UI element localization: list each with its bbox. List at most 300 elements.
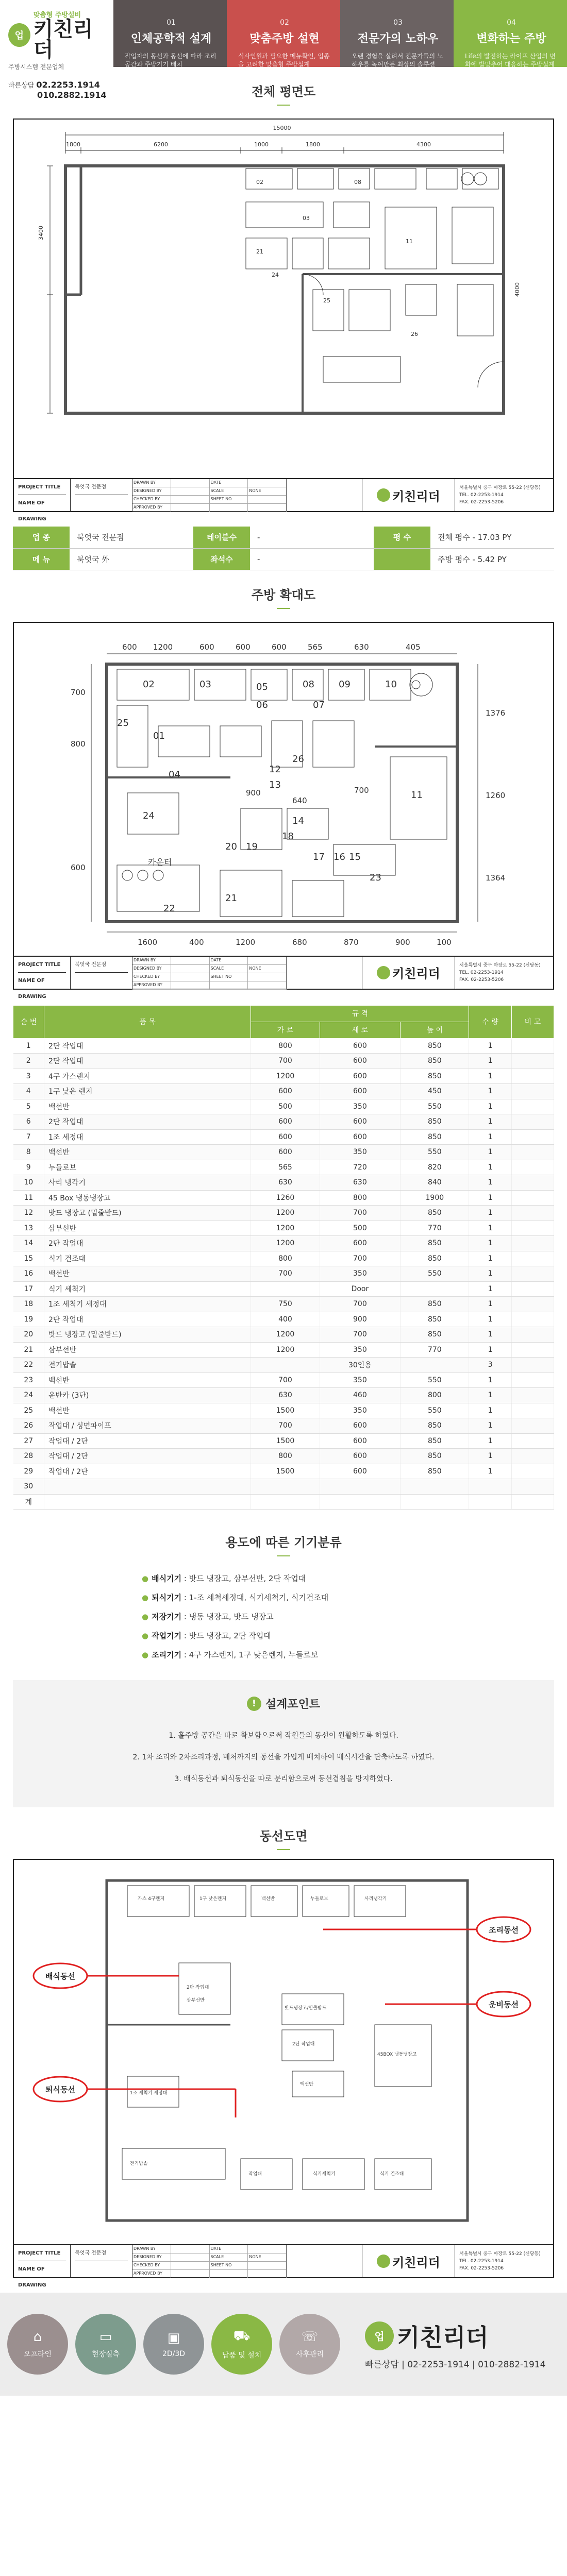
table-cell: 1200 (251, 1069, 320, 1084)
table-cell (511, 1206, 554, 1221)
table-cell: 1 (13, 1038, 44, 1054)
title-block: PROJECT TITLE NAME OF DRAWING 북엇국 전문점 DRAWN BY DATE DESIGNED BY SCALE NONE CHECKED BY SHEET NO APPROVED BY 키친리더 서울특별시 중구 마장로 55-22 (신당동) TEL. 02-2253-1914 FAX. 02-2253-5206 (14, 478, 553, 511)
table-cell: 29 (13, 1464, 44, 1479)
table-row (13, 1372, 554, 1388)
usage-classification-list (13, 1569, 554, 1665)
table-cell: 550 (401, 1099, 469, 1114)
table-cell (511, 1175, 554, 1191)
table-cell (511, 1342, 554, 1358)
svg-text:05: 05 (256, 681, 268, 692)
table-cell: 밧드 냉장고 (밑줄받드) (44, 1206, 251, 1221)
table-cell: 14 (13, 1236, 44, 1251)
table-row (13, 1175, 554, 1191)
title-block-3: PROJECT TITLE NAME OF DRAWING 북엇국 전문점 DRAWN BY DATE DESIGNED BY SCALE NONE CHECKED BY SHEET NO APPROVED BY 키친리더 서울특별시 중구 마장로 55-22 (신당동) TEL. 02-2253-1914 FAX. 02-2253-5206 (14, 2244, 553, 2277)
table-cell (511, 1114, 554, 1130)
table-cell: 850 (401, 1418, 469, 1434)
table-row (13, 1236, 554, 1251)
monitor-icon: ▣ (167, 2330, 180, 2346)
table-cell (511, 1312, 554, 1327)
table-cell: 20 (13, 1327, 44, 1343)
table-cell: 1 (469, 1190, 511, 1206)
table-cell: 1 (469, 1464, 511, 1479)
list-item: 1. 홀주방 공간을 따로 확보함으로써 작원들의 동선이 원활하도록 하였다. (169, 1732, 398, 1740)
table-cell: 1500 (251, 1464, 320, 1479)
table-cell: 350 (320, 1342, 401, 1358)
table-cell (401, 1479, 469, 1495)
table-cell: 700 (320, 1206, 401, 1221)
table-cell: 1 (469, 1221, 511, 1236)
brand (0, 0, 113, 100)
table-cell: 600 (320, 1418, 401, 1434)
store-icon: ⌂ (33, 2329, 42, 2345)
table-cell: 1 (469, 1175, 511, 1191)
table-cell: 1 (469, 1236, 511, 1251)
svg-text:삼부선반: 삼부선반 (187, 1998, 205, 2003)
table-row (13, 1327, 554, 1343)
table-cell (511, 1297, 554, 1312)
table-cell: 11 (13, 1190, 44, 1206)
table-cell: 4 (13, 1084, 44, 1099)
list-item: ● 조리기기 : 4구 가스렌지, 1구 낮은렌지, 누들로보 (142, 1650, 319, 1659)
list-item: ● 저장기기 : 냉동 냉장고, 밧드 냉장고 (142, 1612, 274, 1621)
brand-logo-icon: 업 (8, 23, 30, 47)
table-cell (251, 1358, 320, 1373)
table-cell: 22 (13, 1358, 44, 1373)
design-points-box (13, 1680, 554, 1807)
table-cell: 460 (320, 1388, 401, 1403)
ruler-icon: ▭ (99, 2329, 112, 2345)
svg-text:02: 02 (143, 679, 155, 690)
table-cell: 5 (13, 1099, 44, 1114)
svg-text:백선반: 백선반 (261, 1896, 275, 1902)
table-row (13, 1221, 554, 1236)
table-cell: 누들로보 (44, 1160, 251, 1175)
svg-text:08: 08 (354, 179, 361, 185)
table-cell: 전기밥솥 (44, 1358, 251, 1373)
footer-aftercare-button[interactable]: ☏ 사후관리 (279, 2314, 340, 2375)
zoom-item-numbers (117, 679, 423, 914)
table-cell: 850 (401, 1114, 469, 1130)
table-cell: 1900 (401, 1190, 469, 1206)
svg-text:1364: 1364 (486, 873, 506, 883)
table-cell: 850 (401, 1054, 469, 1069)
svg-text:20: 20 (225, 841, 237, 852)
table-row (13, 1190, 554, 1206)
svg-text:26: 26 (411, 331, 418, 337)
table-cell: 600 (320, 1114, 401, 1130)
table-row (13, 1054, 554, 1069)
table-cell: 백선반 (44, 1099, 251, 1114)
table-cell (511, 1266, 554, 1282)
table-cell: 850 (401, 1206, 469, 1221)
svg-text:04: 04 (169, 769, 180, 780)
table-cell: 백선반 (44, 1266, 251, 1282)
svg-text:08: 08 (303, 679, 314, 690)
flow-svg (14, 1860, 553, 2244)
section-title-floor-plan: 전체 평면도 (0, 67, 567, 118)
table-cell (511, 1433, 554, 1449)
table-cell: 1조 세정대 (44, 1129, 251, 1145)
table-cell: 850 (401, 1038, 469, 1054)
table-cell: 850 (401, 1312, 469, 1327)
table-cell: 1 (469, 1099, 511, 1114)
flow-drawing (13, 1859, 554, 2288)
svg-text:13: 13 (269, 779, 281, 790)
table-cell: 850 (401, 1327, 469, 1343)
header-step-2: 02 맞춤주방 설현 식사인원과 필요한 메뉴확인, 업종을 고려한 맞춤형 주방설계 (227, 0, 340, 67)
svg-text:12: 12 (269, 764, 281, 775)
exclamation-icon: ! (247, 1697, 261, 1711)
table-cell: 삼부선반 (44, 1342, 251, 1358)
footer-brand: 업 키친리더 빠른상담 | 02-2253-1914 | 010-2882-1914 (365, 2319, 545, 2370)
svg-text:백선반: 백선반 (300, 2082, 314, 2087)
plan-total-dim: 15000 (273, 125, 291, 131)
table-cell: 1 (469, 1145, 511, 1160)
svg-text:6200: 6200 (154, 141, 168, 148)
table-cell: 850 (401, 1069, 469, 1084)
svg-text:600: 600 (199, 642, 214, 652)
table-cell: 600 (320, 1449, 401, 1464)
table-cell: 계 (13, 1494, 44, 1510)
table-cell: 450 (401, 1084, 469, 1099)
table-row (13, 1479, 554, 1495)
table-row (13, 1145, 554, 1160)
table-cell: 작업대 / 2단 (44, 1464, 251, 1479)
svg-text:02: 02 (256, 179, 263, 185)
svg-text:700: 700 (354, 785, 369, 795)
table-cell: 30인용 (320, 1358, 401, 1373)
list-item: 3. 배식동선과 퇴식동선을 따로 분리함으로써 동선겹침을 방지하였다. (174, 1775, 393, 1783)
svg-text:640: 640 (292, 795, 307, 805)
table-cell (511, 1221, 554, 1236)
svg-text:630: 630 (354, 642, 369, 652)
equipment-table-body (13, 1038, 554, 1510)
table-cell: 400 (251, 1312, 320, 1327)
kitchen-zoom-svg (14, 623, 553, 956)
table-cell (251, 1479, 320, 1495)
svg-text:1200: 1200 (236, 937, 256, 947)
floor-plan-drawing (13, 118, 554, 522)
header-step-4: 04 변화하는 주방 Life의 발전하는 라이프 산업의 변화에 발맞추어 대응하는 주방설계 (454, 0, 567, 67)
table-cell (320, 1494, 401, 1510)
table-cell: 10 (13, 1175, 44, 1191)
table-cell: 630 (251, 1388, 320, 1403)
table-cell: 8 (13, 1145, 44, 1160)
svg-text:03: 03 (303, 215, 310, 222)
table-cell: 26 (13, 1418, 44, 1434)
table-cell: 800 (251, 1251, 320, 1266)
table-row (13, 1297, 554, 1312)
truck-icon: ⛟ (233, 2328, 251, 2344)
table-cell: 600 (251, 1145, 320, 1160)
table-cell: 850 (401, 1449, 469, 1464)
table-cell (251, 1281, 320, 1297)
table-cell (511, 1145, 554, 1160)
table-cell: 700 (320, 1327, 401, 1343)
table-row (13, 1160, 554, 1175)
table-cell: 1 (469, 1038, 511, 1054)
table-cell: 700 (251, 1418, 320, 1434)
svg-text:전기밥솥: 전기밥솥 (130, 2161, 148, 2166)
section-title-kitchen-zoom: 주방 확대도 (0, 570, 567, 622)
table-row (13, 1388, 554, 1403)
table-cell (511, 1358, 554, 1373)
svg-text:11: 11 (411, 789, 423, 801)
svg-text:600: 600 (272, 642, 287, 652)
kitchen-zoom-drawing (13, 622, 554, 999)
table-cell: 600 (320, 1054, 401, 1069)
table-cell: 1구 낮은 렌지 (44, 1084, 251, 1099)
table-cell: 500 (320, 1221, 401, 1236)
table-cell: 운반카 (3단) (44, 1388, 251, 1403)
svg-text:1조 세척기 세정대: 1조 세척기 세정대 (130, 2091, 168, 2096)
table-cell: 350 (320, 1403, 401, 1418)
svg-text:17: 17 (313, 851, 325, 862)
list-item: ● 배식기기 : 밧드 냉장고, 삼부선반, 2단 작업대 (142, 1574, 306, 1583)
store-info-table: 업 종 북엇국 전문점 테이블수 - 평 수 전체 평수 - 17.03 PY 메 뉴 북엇국 外 좌석수 - 주방 평수 - 5.42 PY (13, 527, 554, 570)
table-cell: 600 (320, 1236, 401, 1251)
table-cell: Door (320, 1281, 401, 1297)
table-cell: 1200 (251, 1342, 320, 1358)
table-cell: 600 (320, 1084, 401, 1099)
table-cell: 2단 작업대 (44, 1038, 251, 1054)
table-row (13, 1464, 554, 1479)
table-cell (44, 1479, 251, 1495)
svg-text:45BOX 냉동냉장고: 45BOX 냉동냉장고 (377, 2052, 417, 2057)
table-row (13, 1494, 554, 1510)
title-block-2: PROJECT TITLE NAME OF DRAWING 북엇국 전문점 DRAWN BY DATE DESIGNED BY SCALE NONE CHECKED BY SHEET NO APPROVED BY 키친리더 서울특별시 중구 마장로 55-22 (신당동) TEL. 02-2253-1914 FAX. 02-2253-5206 (14, 956, 553, 989)
table-cell (511, 1236, 554, 1251)
table-cell: 밧드 냉장고 (밑줄받드) (44, 1327, 251, 1343)
table-cell: 1 (469, 1372, 511, 1388)
table-cell: 770 (401, 1342, 469, 1358)
table-cell (511, 1281, 554, 1297)
table-cell: 550 (401, 1372, 469, 1388)
table-cell: 1200 (251, 1221, 320, 1236)
table-cell: 9 (13, 1160, 44, 1175)
table-row (13, 1403, 554, 1418)
svg-text:600: 600 (71, 862, 86, 872)
table-cell (511, 1069, 554, 1084)
table-cell: 850 (401, 1433, 469, 1449)
header-step-1: 01 인체공학적 설계 작업자의 동선과 동선에 따라 조리공간과 주방기기 배치 (113, 0, 227, 67)
table-cell (511, 1494, 554, 1510)
table-row (13, 1251, 554, 1266)
svg-text:16: 16 (333, 851, 345, 862)
table-cell: 550 (401, 1145, 469, 1160)
svg-text:카운터: 카운터 (148, 857, 172, 867)
svg-text:10: 10 (385, 679, 397, 690)
table-cell: 1 (469, 1114, 511, 1130)
svg-text:23: 23 (370, 872, 381, 883)
svg-text:900: 900 (246, 788, 261, 798)
table-cell (511, 1084, 554, 1099)
svg-text:3400: 3400 (38, 226, 44, 240)
section-title-flow: 동선도면 (0, 1807, 567, 1859)
list-item: ● 되식기기 : 1-조 세척세정대, 식기세척기, 식기건조대 (142, 1593, 329, 1602)
table-cell: 2단 작업대 (44, 1114, 251, 1130)
table-cell: 1 (469, 1084, 511, 1099)
table-cell: 1200 (251, 1236, 320, 1251)
footer-logo-icon: 업 (365, 2321, 394, 2350)
svg-text:4300: 4300 (416, 141, 431, 148)
table-cell: 2단 작업대 (44, 1312, 251, 1327)
brand-tag: 맞춤형 주방설비 (33, 11, 81, 19)
svg-text:14: 14 (292, 815, 304, 826)
table-cell (511, 1327, 554, 1343)
svg-text:25: 25 (323, 297, 330, 304)
table-cell: 1200 (251, 1206, 320, 1221)
table-cell: 1 (469, 1129, 511, 1145)
svg-text:19: 19 (246, 841, 258, 852)
svg-text:25: 25 (117, 717, 129, 728)
table-row (13, 1206, 554, 1221)
table-cell: 1조 세척기 세정대 (44, 1297, 251, 1312)
footer-phone: 빠른상담 | 02-2253-1914 | 010-2882-1914 (365, 2359, 546, 2370)
svg-text:21: 21 (225, 892, 237, 904)
table-row (13, 1129, 554, 1145)
table-row (13, 1281, 554, 1297)
table-cell: 900 (320, 1312, 401, 1327)
svg-text:1200: 1200 (153, 642, 173, 652)
table-cell: 식기 세척기 (44, 1281, 251, 1297)
table-cell (511, 1464, 554, 1479)
table-cell (511, 1251, 554, 1266)
table-cell (401, 1281, 469, 1297)
table-cell (511, 1160, 554, 1175)
table-cell: 600 (320, 1038, 401, 1054)
table-cell: 350 (320, 1145, 401, 1160)
table-cell: 3 (469, 1358, 511, 1373)
footer-offline-button[interactable]: ⌂ 오프라인 (7, 2314, 68, 2375)
svg-text:26: 26 (292, 753, 304, 765)
table-cell: 1 (469, 1206, 511, 1221)
list-item: 2. 1차 조리와 2차조리과정, 배처까지의 동선을 가입게 배치하여 배식시간을 단축하도록 하였다. (132, 1753, 435, 1761)
svg-text:1800: 1800 (306, 141, 320, 148)
table-cell: 작업대 / 2단 (44, 1449, 251, 1464)
table-cell (401, 1494, 469, 1510)
svg-text:밧드냉장고/밑줄받드: 밧드냉장고/밑줄받드 (285, 2006, 327, 2011)
flow-tag-return: 퇴식동선 (45, 2085, 75, 2094)
svg-text:24: 24 (272, 272, 279, 278)
svg-text:1800: 1800 (66, 141, 80, 148)
table-cell (511, 1099, 554, 1114)
table-cell: 600 (320, 1433, 401, 1449)
table-cell: 350 (320, 1372, 401, 1388)
table-cell: 850 (401, 1129, 469, 1145)
table-cell: 1 (469, 1069, 511, 1084)
table-cell: 16 (13, 1266, 44, 1282)
table-cell: 17 (13, 1281, 44, 1297)
table-cell: 1 (469, 1449, 511, 1464)
table-cell: 백선반 (44, 1372, 251, 1388)
table-cell: 850 (401, 1236, 469, 1251)
svg-text:03: 03 (199, 679, 211, 690)
footer-design-button[interactable]: ▣ 2D/3D (143, 2314, 204, 2375)
brand-phone: 빠른상담 02.2253.1914 010.2882.1914 (8, 80, 107, 100)
table-cell: 350 (320, 1266, 401, 1282)
table-cell: 30 (13, 1479, 44, 1495)
table-cell: 2단 작업대 (44, 1236, 251, 1251)
svg-text:1000: 1000 (254, 141, 269, 148)
table-cell: 28 (13, 1449, 44, 1464)
equipment-table: 순 번 품 목 규 격 수 량 비 고 가 로 세 로 높 이 1 2단 작업대 800 600 850 1 2 2단 작업대 700 600 850 1 3 4구 가스렌지 1200 600 850 1 4 1구 낮은 렌지 600 600 450 1 5 백선반 500 350 550 1 6 2단 작업대 600 600 850 1 7 1조 세정대 600 600 850 1 8 백선반 600 350 550 1 9 누들로보 565 720 820 1 10 사리 냉각기 630 630 840 1 11 45 Box 냉동냉장고 1260 800 1900 1 12 밧드 냉장고 (밑줄받드) 1200 700 850 1 13 삼부선반 1200 500 770 1 14 2단 작업대 1200 600 850 1 15 식기 건조대 800 700 850 1 16 백선반 700 350 550 1 17 식기 세척기 Door 1 18 1조 세척기 세정대 750 700 850 1 19 2단 작업대 400 900 850 1 20 밧드 냉장고 (밑줄받드) 1200 700 850 1 21 삼부선반 1200 350 770 1 22 전기밥솥 30인용 3 23 백선반 700 350 550 1 24 운반카 (3단) 630 460 800 1 25 백선반 1500 350 550 1 26 작업대 / 싱면파이프 700 600 850 1 27 작업대 / 2단 1500 600 850 1 28 작업대 / 2단 800 600 850 1 29 작업대 / 2단 1500 600 850 1 30 계 (13, 1005, 554, 1510)
table-cell: 12 (13, 1206, 44, 1221)
svg-text:565: 565 (308, 642, 323, 652)
table-cell: 1 (469, 1403, 511, 1418)
table-cell (511, 1418, 554, 1434)
svg-text:2단 작업대: 2단 작업대 (292, 2042, 315, 2047)
table-cell: 2 (13, 1054, 44, 1069)
flow-tag-cooking: 조리동선 (489, 1925, 519, 1935)
table-cell (511, 1479, 554, 1495)
table-cell: 백선반 (44, 1145, 251, 1160)
table-row (13, 1342, 554, 1358)
svg-text:900: 900 (395, 937, 410, 947)
table-cell: 800 (251, 1038, 320, 1054)
table-cell: 800 (251, 1449, 320, 1464)
support-icon: ☏ (301, 2329, 319, 2345)
table-cell (401, 1358, 469, 1373)
brand-name: 키친리더 (33, 18, 93, 62)
table-row (13, 1099, 554, 1114)
table-cell (511, 1190, 554, 1206)
table-cell (320, 1479, 401, 1495)
table-row (13, 1114, 554, 1130)
table-cell (469, 1494, 511, 1510)
table-cell: 800 (320, 1190, 401, 1206)
table-cell: 23 (13, 1372, 44, 1388)
brand-sub: 주방시스템 전문업체 (8, 63, 64, 71)
svg-text:07: 07 (313, 699, 325, 710)
table-cell: 1 (469, 1418, 511, 1434)
footer (0, 2293, 567, 2396)
svg-text:22: 22 (163, 903, 175, 914)
table-row (13, 1433, 554, 1449)
table-row (13, 1038, 554, 1054)
table-cell: 820 (401, 1160, 469, 1175)
table-cell: 4구 가스렌지 (44, 1069, 251, 1084)
table-cell: 600 (251, 1084, 320, 1099)
svg-text:1구 낮은렌지: 1구 낮은렌지 (199, 1896, 227, 1902)
footer-survey-button[interactable]: ▭ 현장실측 (75, 2314, 136, 2375)
table-row (13, 1084, 554, 1099)
svg-text:1376: 1376 (486, 708, 506, 718)
flow-tag-prep: 운비동선 (489, 2000, 519, 2009)
table-row (13, 1312, 554, 1327)
table-cell: 720 (320, 1160, 401, 1175)
table-cell: 사리 냉각기 (44, 1175, 251, 1191)
table-cell: 600 (320, 1129, 401, 1145)
table-row (13, 1266, 554, 1282)
footer-install-button[interactable]: ⛟ 납품 및 설치 (211, 2314, 272, 2375)
svg-text:1260: 1260 (486, 790, 506, 800)
svg-text:21: 21 (256, 248, 263, 255)
table-cell (511, 1129, 554, 1145)
svg-text:2단 작업대: 2단 작업대 (187, 1985, 209, 1990)
table-cell: 850 (401, 1464, 469, 1479)
table-cell: 550 (401, 1403, 469, 1418)
table-cell (511, 1449, 554, 1464)
table-cell: 19 (13, 1312, 44, 1327)
svg-text:800: 800 (71, 739, 86, 749)
section-title-usage: 용도에 따른 기기분류 (0, 1510, 567, 1569)
table-cell: 700 (251, 1266, 320, 1282)
table-cell: 1 (469, 1388, 511, 1403)
table-cell: 770 (401, 1221, 469, 1236)
table-cell: 3 (13, 1069, 44, 1084)
svg-text:09: 09 (339, 679, 351, 690)
